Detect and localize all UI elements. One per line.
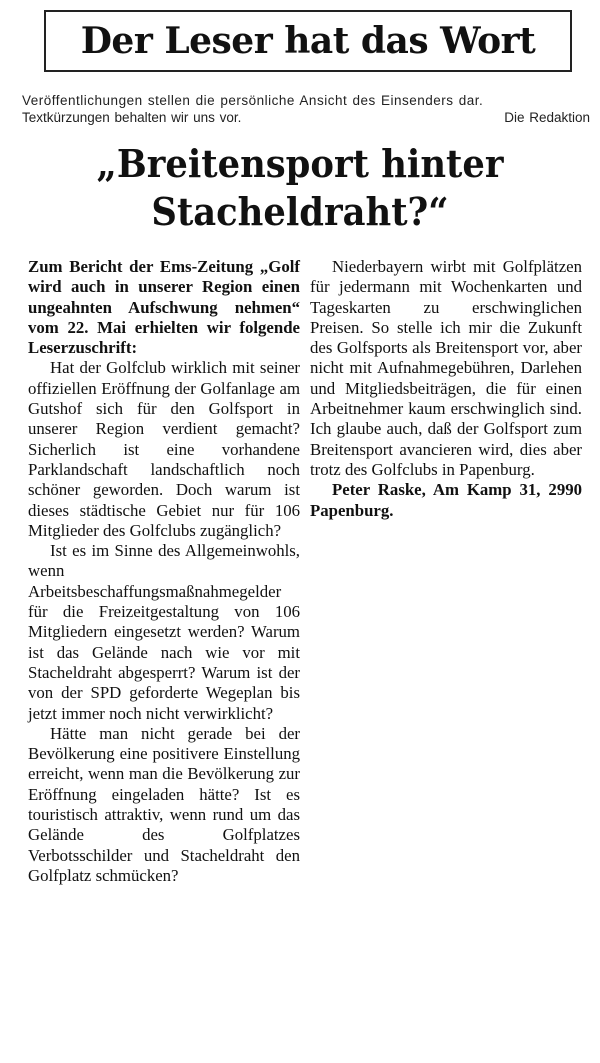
disclaimer-text: Textkürzungen behalten wir uns vor. [22, 110, 242, 125]
article-intro: Zum Bericht der Ems-Zeitung „Golf wird auch in unserer Region einen ungeahnten Aufschwung nehmen“ vom 22. Mai erhielten wir folgende Leserzuschrift: [28, 257, 300, 358]
headline-line-2: Stacheldraht?“ [151, 189, 449, 234]
editor-credit: Die Redaktion [504, 110, 590, 125]
letter-headline [0, 140, 600, 236]
article-paragraph-1: Hat der Golfclub wirklich mit seiner offiziellen Eröffnung der Golfanlage am Gutshof sich für den Golfsport in unserer Region verdient gemacht? Sicherlich ist eine vorhandene Parklandschaft landschaftlich noch schöner geworden. Doch warum ist dieses städtische Gebiet nur für 106 Mitglieder des Golfclubs zugänglich? [28, 358, 300, 540]
section-title: Der Leser hat das Wort [80, 20, 536, 62]
disclaimer-line-1: Veröffentlichungen stellen die persönliche Ansicht des Einsenders dar. [22, 93, 484, 108]
editorial-disclaimer [22, 92, 590, 126]
article-column-right [310, 257, 582, 521]
disclaimer-line-2 [22, 109, 590, 126]
section-header-box [44, 10, 572, 72]
article-column-left [28, 257, 300, 886]
article-paragraph-2: Ist es im Sinne des Allgemeinwohls, wenn Arbeitsbeschaffungsmaßnahmegelder für die Freizeitgestaltung von 106 Mitgliedern eingesetzt werden? Warum ist das Gelände nach wie vor mit Stacheldraht abgesperrt? Warum ist der von der SPD geforderte Wegeplan bis jetzt immer noch nicht verwirklicht? [28, 541, 300, 723]
author-signature: Peter Raske, Am Kamp 31, 2990 Papenburg. [310, 480, 582, 520]
headline-line-1: „Breitensport hinter [96, 141, 504, 186]
article-paragraph-3: Hätte man nicht gerade bei der Bevölkerung eine positivere Einstellung erreicht, wenn man die Bevölkerung zur Eröffnung eingeladen hätte? Ist es touristisch attraktiv, wenn rund um das Gelände des Golfplatzes Verbotsschilder und Stacheldraht den Golfplatz schmücken? [28, 723, 300, 885]
article-paragraph-4: Niederbayern wirbt mit Golfplätzen für jedermann mit Wochenkarten und Tageskarten zu erschwinglichen Preisen. So stelle ich mir die Zukunft des Golfsports als Breitensport vor, aber nicht mit Aufnahmegebühren, Darlehen und Mitgliedsbeiträgen, die für einen Arbeitnehmer kaum erschwinglich sind. Ich glaube auch, daß der Golfsport zum Breitensport avancieren wird, dies aber trotz des Golfclubs in Papenburg. [310, 257, 582, 479]
